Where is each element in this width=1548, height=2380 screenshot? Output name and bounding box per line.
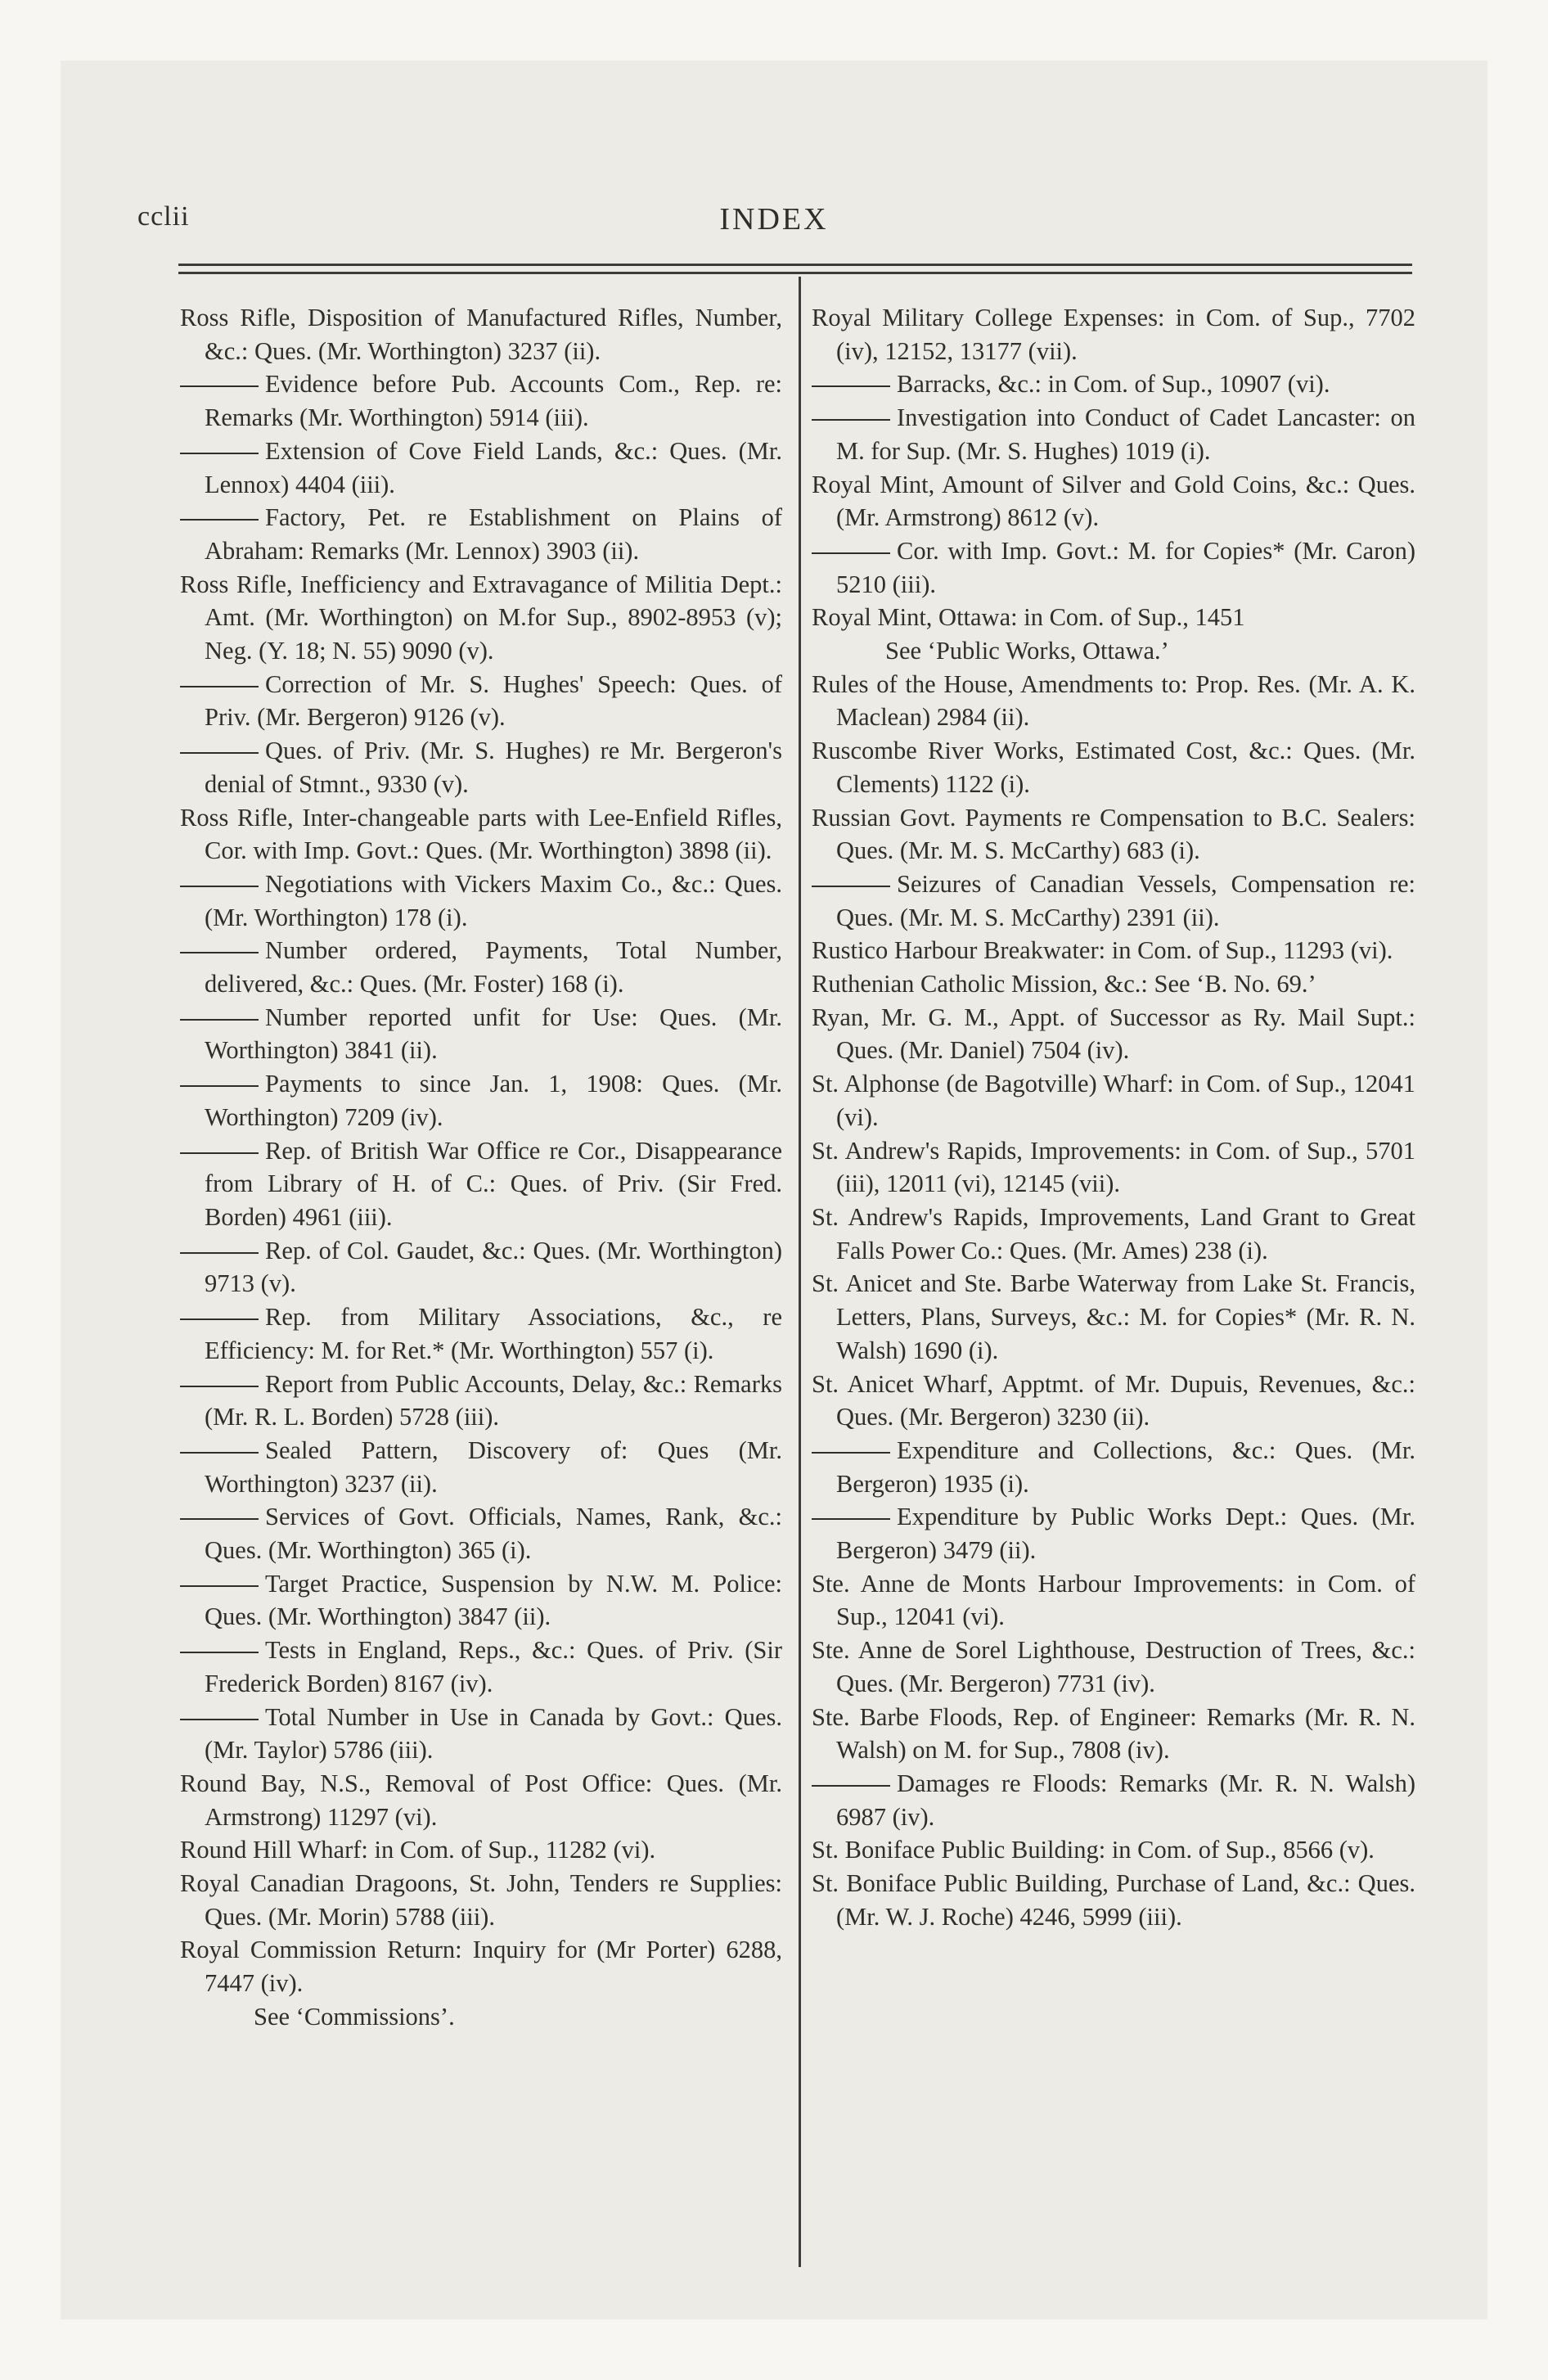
index-subentry	[180, 1567, 782, 1634]
index-subentry	[180, 367, 782, 434]
entry-text: Correction of Mr. S. Hughes' Speech: Ques. of Priv. (Mr. Bergeron) 9126 (v).	[205, 669, 782, 732]
index-subentry	[812, 534, 1415, 601]
entry-text: Rep. from Military Associations, &c., re Efficiency: M. for Ret.* (Mr. Worthington) 557 (i).	[205, 1303, 782, 1364]
entry-text: Expenditure by Public Works Dept.: Ques. (Mr. Bergeron) 3479 (ii).	[836, 1503, 1415, 1565]
index-subentry	[180, 934, 782, 1000]
ditto-dash	[180, 1085, 259, 1087]
ditto-dash	[180, 1585, 259, 1587]
entry-text: Investigation into Conduct of Cadet Lancaster: on M. for Sup. (Mr. S. Hughes) 1019 (i).	[836, 403, 1415, 465]
ditto-dash	[812, 1452, 890, 1454]
index-entry	[180, 1767, 782, 1833]
index-subentry	[812, 1500, 1415, 1566]
index-subentry	[812, 868, 1415, 934]
index-entry	[812, 1067, 1415, 1134]
index-entry	[812, 1867, 1415, 1933]
index-subentry	[180, 868, 782, 934]
index-subentry	[180, 1634, 782, 1700]
entry-text: Damages re Floods: Remarks (Mr. R. N. Walsh) 6987 (iv).	[836, 1769, 1415, 1831]
entry-text: St. Anicet and Ste. Barbe Waterway from Lake St. Francis, Letters, Plans, Surveys, &c.: M. for Copies* (Mr. R. N. Walsh) 1690 (i).	[812, 1269, 1415, 1364]
entry-text: Ross Rifle, Inter-changeable parts with Lee-Enfield Rifles, Cor. with Imp. Govt.: Ques. (Mr. Worthington) 3898 (ii).	[180, 803, 782, 865]
ditto-dash	[812, 419, 890, 421]
entry-text: Rep. of Col. Gaudet, &c.: Ques. (Mr. Worthington) 9713 (v).	[205, 1236, 782, 1298]
entry-text: Report from Public Accounts, Delay, &c.: Remarks (Mr. R. L. Borden) 5728 (iii).	[205, 1369, 782, 1431]
index-cross-reference	[812, 634, 1415, 668]
index-entry	[180, 301, 782, 367]
entry-text: St. Boniface Public Building: in Com. of Sup., 8566 (v).	[812, 1836, 1375, 1864]
index-subentry	[180, 1134, 782, 1234]
entry-text: Ross Rifle, Disposition of Manufactured Rifles, Number, &c.: Ques. (Mr. Worthington) 3237 (ii).	[180, 304, 782, 365]
entry-text: Royal Mint, Ottawa: in Com. of Sup., 1451	[812, 603, 1245, 632]
ditto-dash	[180, 1019, 259, 1021]
index-entry	[180, 1867, 782, 1933]
entry-text: Ques. of Priv. (Mr. S. Hughes) re Mr. Bergeron's denial of Stmnt., 9330 (v).	[205, 737, 782, 798]
ditto-dash	[812, 385, 890, 387]
entry-text: Total Number in Use in Canada by Govt.: Ques. (Mr. Taylor) 5786 (iii).	[205, 1702, 782, 1765]
ditto-dash	[180, 752, 259, 754]
entry-text: Royal Mint, Amount of Silver and Gold Coins, &c.: Ques. (Mr. Armstrong) 8612 (v).	[812, 470, 1415, 532]
ditto-dash	[812, 552, 890, 554]
entry-text: Payments to since Jan. 1, 1908: Ques. (Mr. Worthington) 7209 (iv).	[205, 1070, 782, 1131]
ditto-dash	[812, 886, 890, 887]
entry-text: Ste. Barbe Floods, Rep. of Engineer: Remarks (Mr. R. N. Walsh) on M. for Sup., 7808 (iv).	[812, 1702, 1415, 1765]
entry-text: Rep. of British War Office re Cor., Disappearance from Library of H. of C.: Ques. of Priv. (Sir Fred. Borden) 4961 (iii).	[205, 1136, 782, 1231]
entry-text: St. Andrew's Rapids, Improvements: in Com. of Sup., 5701 (iii), 12011 (vi), 12145 (vii).	[812, 1136, 1415, 1198]
ditto-dash	[180, 1318, 259, 1320]
ditto-dash	[812, 1785, 890, 1787]
index-column-left	[180, 301, 782, 2034]
index-subentry	[180, 1500, 782, 1566]
ditto-dash	[180, 1252, 259, 1254]
entry-text: See ‘Public Works, Ottawa.’	[885, 637, 1169, 665]
index-entry	[812, 801, 1415, 868]
header-rule-top	[178, 264, 1412, 266]
entry-text: Round Hill Wharf: in Com. of Sup., 11282 (vi).	[180, 1836, 656, 1864]
entry-text: Royal Commission Return: Inquiry for (Mr Porter) 6288, 7447 (iv).	[180, 1936, 782, 1998]
index-entry	[180, 801, 782, 868]
entry-text: Ruscombe River Works, Estimated Cost, &c.: Ques. (Mr. Clements) 1122 (i).	[812, 737, 1415, 798]
entry-text: St. Anicet Wharf, Apptmt. of Mr. Dupuis, Revenues, &c.: Ques. (Mr. Bergeron) 3230 (ii).	[812, 1369, 1415, 1431]
index-entry	[812, 1833, 1415, 1867]
index-subentry	[180, 668, 782, 734]
index-entry	[812, 668, 1415, 734]
index-entry	[180, 1833, 782, 1867]
ditto-dash	[812, 1518, 890, 1520]
index-entry	[812, 1701, 1415, 1767]
index-subentry	[812, 401, 1415, 467]
entry-text: Negotiations with Vickers Maxim Co., &c.: Ques. (Mr. Worthington) 178 (i).	[205, 869, 782, 931]
index-entry	[180, 1933, 782, 1999]
ditto-dash	[180, 1386, 259, 1387]
entry-text: Extension of Cove Field Lands, &c.: Ques. (Mr. Lennox) 4404 (iii).	[205, 436, 782, 498]
index-entry	[812, 468, 1415, 534]
ditto-dash	[180, 686, 259, 687]
page-number: cclii	[137, 201, 190, 232]
entry-text: Tests in England, Reps., &c.: Ques. of Priv. (Sir Frederick Borden) 8167 (iv).	[205, 1636, 782, 1697]
index-entry	[180, 568, 782, 668]
entry-text: Rustico Harbour Breakwater: in Com. of Sup., 11293 (vi).	[812, 936, 1393, 965]
index-subentry	[180, 501, 782, 567]
index-subentry	[180, 1067, 782, 1134]
entry-text: Cor. with Imp. Govt.: M. for Copies* (Mr. Caron) 5210 (iii).	[836, 536, 1415, 598]
index-cross-reference	[180, 2000, 782, 2034]
index-entry	[812, 1001, 1415, 1067]
index-subentry	[180, 1300, 782, 1367]
index-entry	[812, 301, 1415, 367]
index-entry	[812, 1567, 1415, 1634]
entry-text: Barracks, &c.: in Com. of Sup., 10907 (vi).	[897, 370, 1330, 399]
index-subentry	[180, 734, 782, 800]
entry-text: Ste. Anne de Monts Harbour Improvements: in Com. of Sup., 12041 (vi).	[812, 1569, 1415, 1631]
ditto-dash	[180, 519, 259, 521]
ditto-dash	[180, 1452, 259, 1454]
entry-text: Rules of the House, Amendments to: Prop. Res. (Mr. A. K. Maclean) 2984 (ii).	[812, 669, 1415, 732]
entry-text: Expenditure and Collections, &c.: Ques. (Mr. Bergeron) 1935 (i).	[836, 1436, 1415, 1498]
ditto-dash	[180, 1719, 259, 1720]
entry-text: St. Boniface Public Building, Purchase of Land, &c.: Ques. (Mr. W. J. Roche) 4246, 5999 (iii).	[812, 1869, 1415, 1931]
index-subentry	[812, 367, 1415, 401]
ditto-dash	[180, 886, 259, 887]
ditto-dash	[180, 385, 259, 387]
index-entry	[812, 934, 1415, 967]
index-column-right	[812, 301, 1415, 1933]
entry-text: Royal Canadian Dragoons, St. John, Tenders re Supplies: Ques. (Mr. Morin) 5788 (iii).	[180, 1869, 782, 1931]
index-entry	[812, 1368, 1415, 1434]
entry-text: Target Practice, Suspension by N.W. M. Police: Ques. (Mr. Worthington) 3847 (ii).	[205, 1569, 782, 1631]
index-subentry	[180, 435, 782, 501]
entry-text: See ‘Commissions’.	[254, 2002, 455, 2031]
page-title: INDEX	[719, 202, 829, 237]
index-subentry	[180, 1701, 782, 1767]
index-entry	[812, 1201, 1415, 1267]
ditto-dash	[180, 1152, 259, 1154]
entry-text: Factory, Pet. re Establishment on Plains of Abraham: Remarks (Mr. Lennox) 3903 (ii).	[205, 503, 782, 565]
entry-text: Ryan, Mr. G. M., Appt. of Successor as Ry. Mail Supt.: Ques. (Mr. Daniel) 7504 (iv).	[812, 1003, 1415, 1065]
ditto-dash	[180, 952, 259, 953]
index-subentry	[180, 1368, 782, 1434]
index-subentry	[812, 1434, 1415, 1500]
ditto-dash	[180, 1652, 259, 1653]
entry-text: Ste. Anne de Sorel Lighthouse, Destruction of Trees, &c.: Ques. (Mr. Bergeron) 7731 (iv).	[812, 1636, 1415, 1697]
index-subentry	[180, 1234, 782, 1300]
index-entry	[812, 967, 1415, 1001]
entry-text: Number reported unfit for Use: Ques. (Mr. Worthington) 3841 (ii).	[205, 1003, 782, 1065]
column-divider	[799, 277, 801, 2267]
ditto-dash	[180, 1518, 259, 1520]
entry-text: Sealed Pattern, Discovery of: Ques (Mr. Worthington) 3237 (ii).	[205, 1436, 782, 1498]
entry-text: Round Bay, N.S., Removal of Post Office: Ques. (Mr. Armstrong) 11297 (vi).	[180, 1769, 782, 1831]
index-entry	[812, 601, 1415, 634]
index-subentry	[180, 1434, 782, 1500]
entry-text: Ruthenian Catholic Mission, &c.: See ‘B. No. 69.’	[812, 970, 1316, 998]
entry-text: St. Alphonse (de Bagotville) Wharf: in Com. of Sup., 12041 (vi).	[812, 1070, 1415, 1131]
entry-text: Royal Military College Expenses: in Com. of Sup., 7702 (iv), 12152, 13177 (vii).	[812, 304, 1415, 365]
index-subentry	[812, 1767, 1415, 1833]
index-subentry	[180, 1001, 782, 1067]
entry-text: Russian Govt. Payments re Compensation to B.C. Sealers: Ques. (Mr. M. S. McCarthy) 683 (i).	[812, 803, 1415, 865]
entry-text: Number ordered, Payments, Total Number, delivered, &c.: Ques. (Mr. Foster) 168 (i).	[205, 936, 782, 998]
index-entry	[812, 1267, 1415, 1367]
index-entry	[812, 1634, 1415, 1700]
entry-text: Services of Govt. Officials, Names, Rank, &c.: Ques. (Mr. Worthington) 365 (i).	[205, 1503, 782, 1565]
header-rule-bottom	[178, 272, 1412, 274]
index-entry	[812, 1134, 1415, 1201]
ditto-dash	[180, 453, 259, 454]
entry-text: Ross Rifle, Inefficiency and Extravagance of Militia Dept.: Amt. (Mr. Worthington) on M.for Sup., 8902-8953 (v); Neg. (Y. 18; N. 55) 9090 (v).	[180, 570, 782, 665]
entry-text: Seizures of Canadian Vessels, Compensation re: Ques. (Mr. M. S. McCarthy) 2391 (ii).	[836, 869, 1415, 931]
index-entry	[812, 734, 1415, 800]
entry-text: St. Andrew's Rapids, Improvements, Land Grant to Great Falls Power Co.: Ques. (Mr. Ames) 238 (i).	[812, 1202, 1415, 1264]
entry-text: Evidence before Pub. Accounts Com., Rep. re: Remarks (Mr. Worthington) 5914 (iii).	[205, 370, 782, 432]
